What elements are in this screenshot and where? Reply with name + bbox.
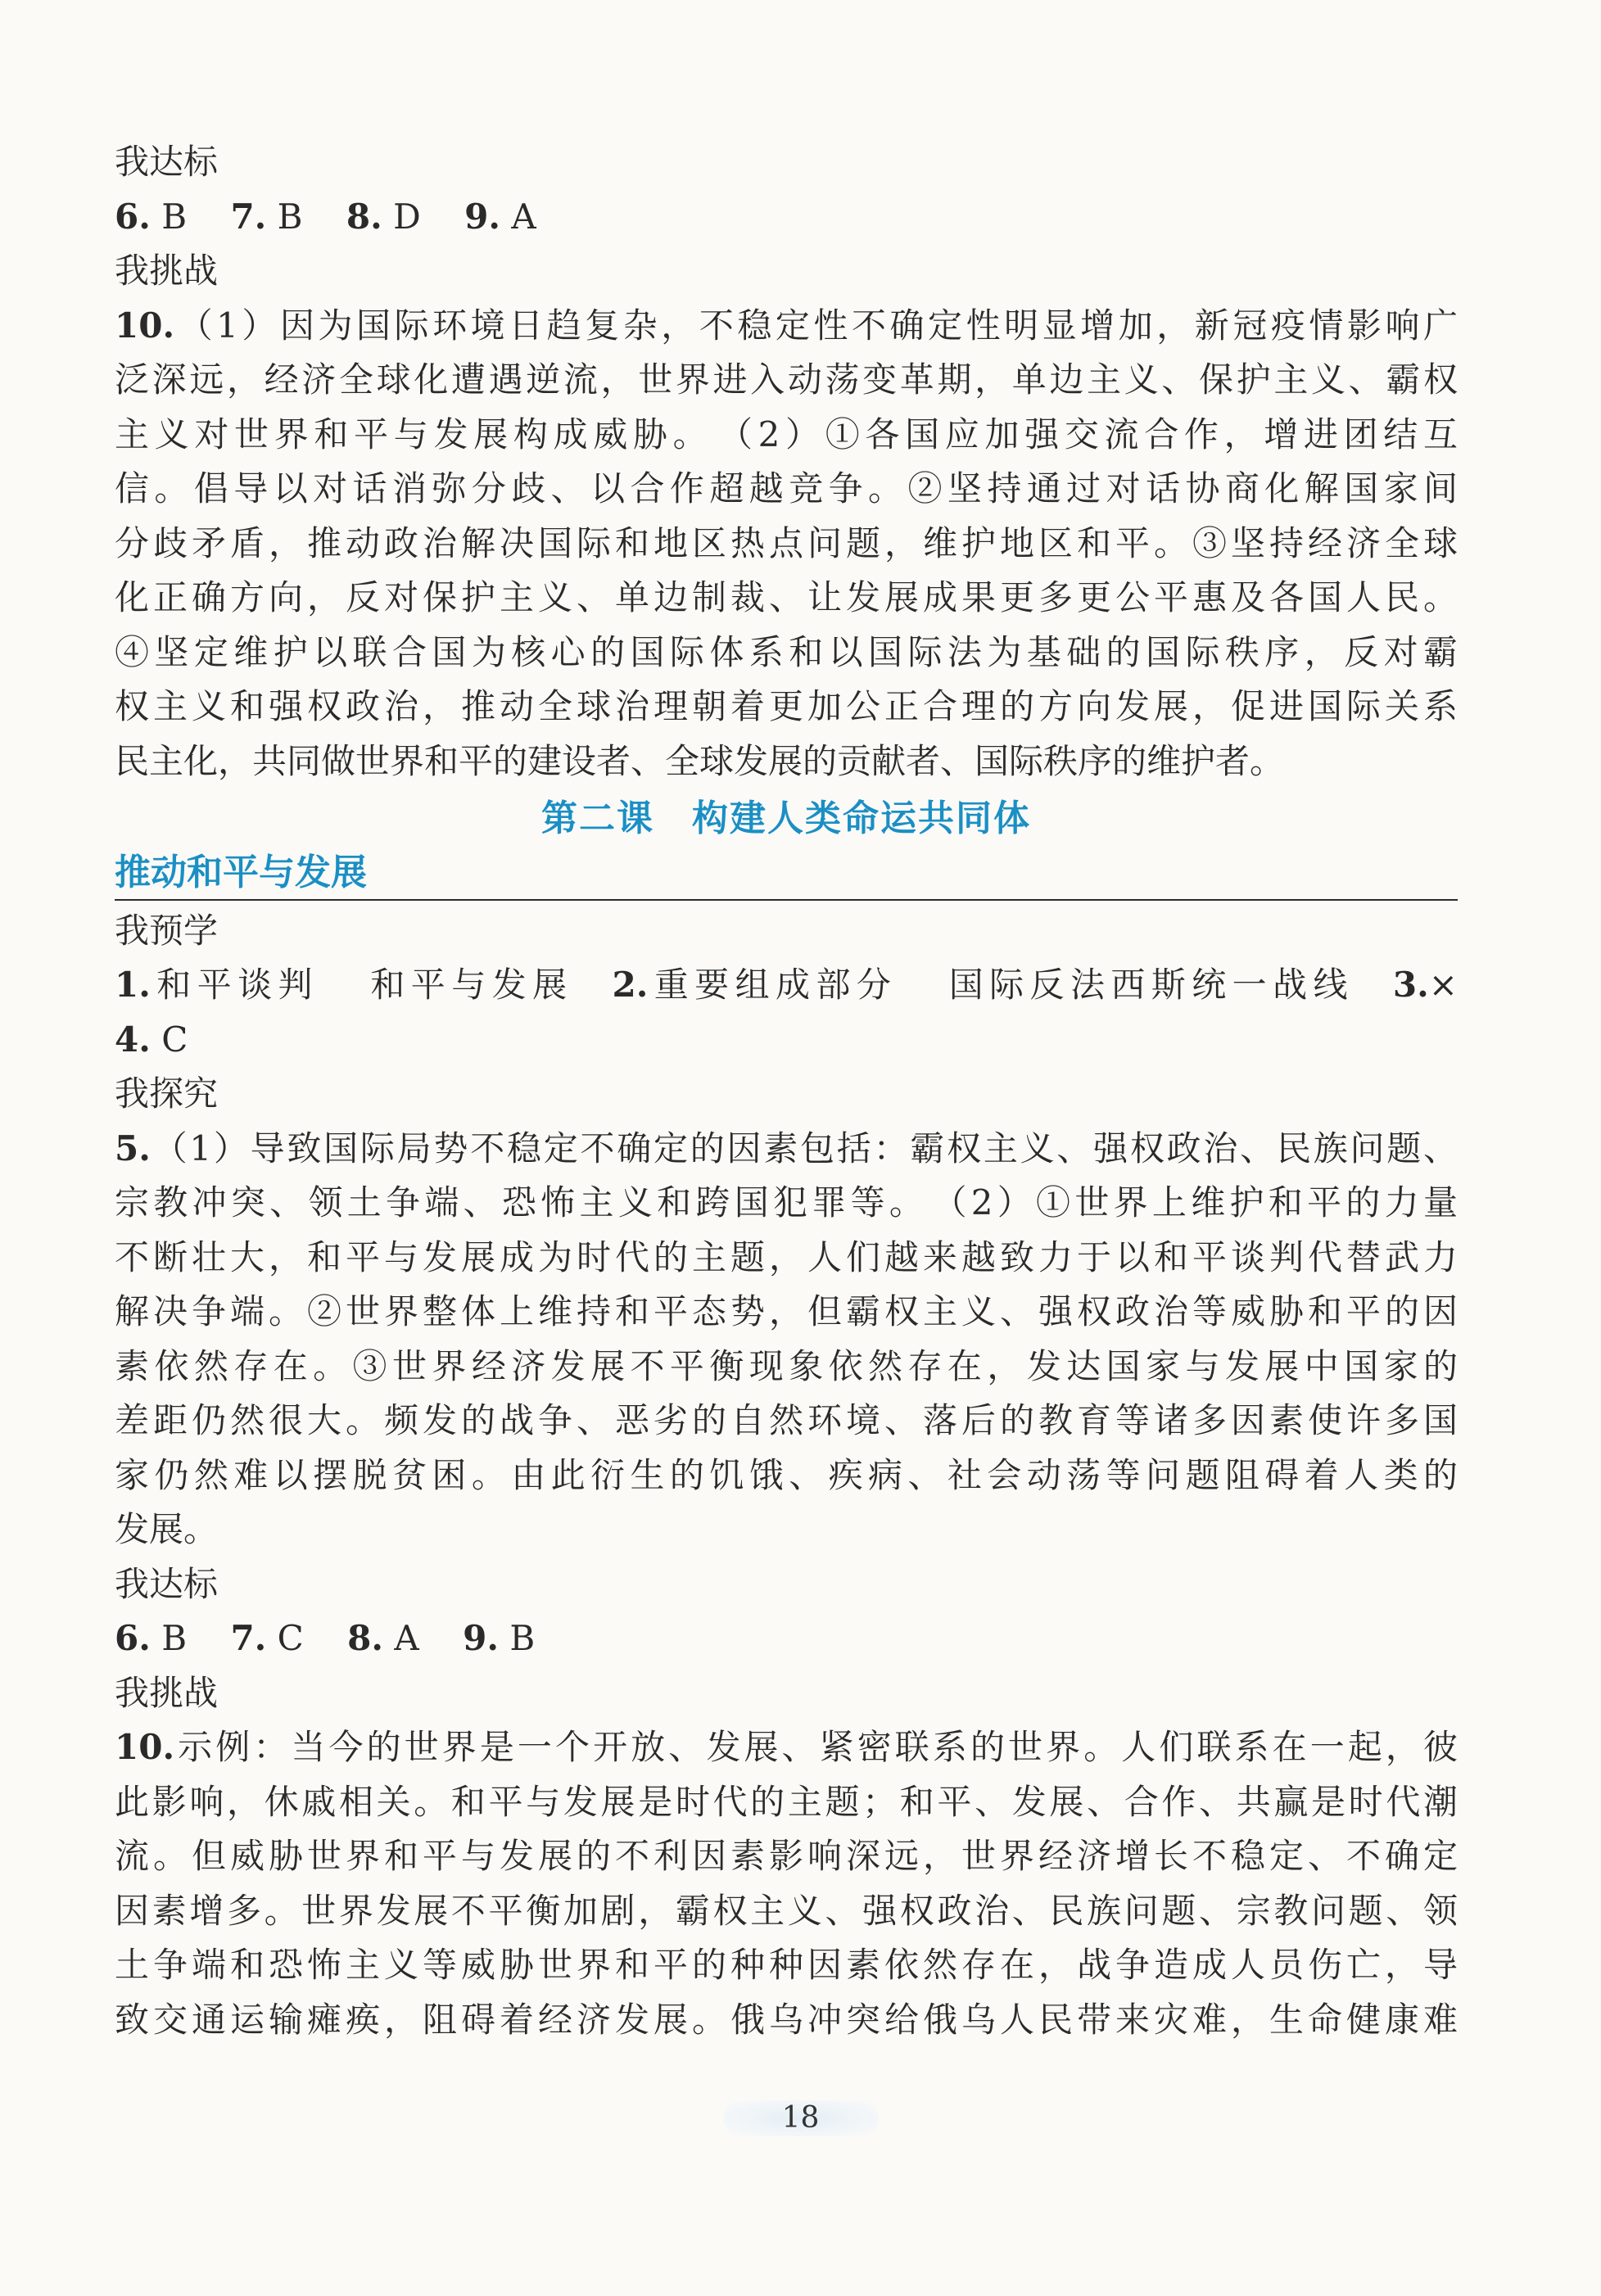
section-heading-tanjiu: 我探究 [115, 1073, 219, 1114]
page-number-container [0, 2100, 1601, 2136]
paragraph-line: 此影响，休戚相关。和平与发展是时代的主题；和平、发展、合作、共赢是时代潮 [115, 1781, 1458, 1822]
mcq-answers-1 [115, 190, 1458, 245]
section-heading-tiaozhan: 我挑战 [115, 1672, 219, 1713]
question-number: 1. [115, 965, 151, 1005]
answer-page [115, 135, 1458, 2047]
paragraph-line: 土争端和恐怖主义等威胁世界和平的种种因素依然存在，战争造成人员伤亡，导 [115, 1945, 1458, 1985]
question-number: 8. [346, 196, 382, 237]
answer-q5 [115, 1122, 1458, 1557]
answer-letter: A [511, 196, 536, 237]
paragraph-line: 10.（1）因为国际环境日趋复杂，不稳定性不确定性明显增加，新冠疫情影响广 [115, 305, 1458, 346]
paragraph-line: 不断壮大，和平与发展成为时代的主题，人们越来越致力于以和平谈判代替武力 [115, 1236, 1458, 1277]
question-number: 6. [115, 1618, 151, 1658]
paragraph-line: 致交通运输瘫痪，阻碍着经济发展。俄乌冲突给俄乌人民带来灾难，生命健康难 [115, 1999, 1458, 2040]
section-heading-dabiao: 我达标 [115, 142, 219, 182]
question-number: 9. [464, 196, 501, 237]
answer-letter: B [509, 1618, 536, 1658]
answer-letter: B [277, 196, 303, 237]
paragraph-line: 差距仍然很大。频发的战争、恶劣的自然环境、落后的教育等诸多因素使许多国 [115, 1400, 1458, 1440]
paragraph-line: 解决争端。②世界整体上维持和平态势，但霸权主义、强权政治等威胁和平的因 [115, 1291, 1458, 1331]
question-number: 7. [230, 196, 267, 237]
paragraph-line: 流。但威胁世界和平与发展的不利因素影响深远，世界经济增长不稳定、不确定 [115, 1836, 1458, 1876]
question-number: 2. [612, 965, 649, 1005]
paragraph-line: 发展。 [115, 1509, 219, 1549]
paragraph-line: 素依然存在。③世界经济发展不平衡现象依然存在，发达国家与发展中国家的 [115, 1345, 1458, 1386]
question-number: 3. [1392, 965, 1429, 1005]
paragraph-line: 主义对世界和平与发展构成威胁。 （2）①各国应加强交流合作，增进团结互 [115, 414, 1458, 454]
paragraph-line: 因素增多。世界发展不平衡加剧，霸权主义、强权政治、民族问题、宗教问题、领 [115, 1890, 1458, 1931]
question-number: 10. [115, 1727, 175, 1767]
question-number: 9. [463, 1618, 499, 1658]
answer-letter: A [394, 1618, 419, 1658]
page-number: 18 [723, 2100, 879, 2136]
question-number: 5. [115, 1128, 151, 1168]
section-heading-yuxue: 我预学 [115, 910, 219, 951]
question-number: 10. [115, 305, 175, 346]
answer-letter: B [161, 196, 188, 237]
question-number: 4. [115, 1019, 151, 1060]
answer-letter: B [161, 1618, 188, 1658]
paragraph-line: 化正确方向，反对保护主义、单边制裁、让发展成果更多更公平惠及各国人民。 [115, 577, 1458, 617]
paragraph-line: 5.（1）导致国际局势不稳定不确定的因素包括：霸权主义、强权政治、民族问题、 [115, 1128, 1458, 1168]
answers-q1-q3: 1.和平谈判 和平与发展 2.重要组成部分 国际反法西斯统一战线 3.× [115, 965, 1458, 1005]
lesson-title: 第二课 构建人类命运共同体 [541, 798, 1031, 839]
answer-q10-block2 [115, 1720, 1458, 2047]
answer-letter: C [277, 1618, 304, 1658]
paragraph-line: 宗教冲突、领土争端、恐怖主义和跨国犯罪等。 （2）①世界上维护和平的力量 [115, 1182, 1458, 1223]
answer-letter: D [393, 196, 421, 237]
section-heading-tiaozhan: 我挑战 [115, 251, 219, 291]
paragraph-line: 民主化，共同做世界和平的建设者、全球发展的贡献者、国际秩序的维护者。 [115, 740, 1285, 781]
paragraph-line: ④坚定维护以联合国为核心的国际体系和以国际法为基础的国际秩序，反对霸 [115, 631, 1458, 672]
question-number: 8. [347, 1618, 384, 1658]
answer-q10-block1 [115, 299, 1458, 789]
section-heading-dabiao: 我达标 [115, 1563, 219, 1604]
paragraph-line: 泛深远，经济全球化遭遇逆流，世界进入动荡变革期，单边主义、保护主义、霸权 [115, 359, 1458, 400]
paragraph-line: 分歧矛盾，推动政治解决国际和地区热点问题，维护地区和平。③坚持经济全球 [115, 522, 1458, 563]
paragraph-line: 10.示例：当今的世界是一个开放、发展、紧密联系的世界。人们联系在一起，彼 [115, 1727, 1458, 1767]
mcq-answers-2 [115, 1611, 1458, 1666]
question-number: 6. [115, 196, 151, 237]
section-title: 推动和平与发展 [115, 847, 1458, 901]
question-number: 7. [230, 1618, 267, 1658]
paragraph-line: 家仍然难以摆脱贫困。由此衍生的饥饿、疾病、社会动荡等问题阻碍着人类的 [115, 1454, 1458, 1495]
paragraph-line: 信。倡导以对话消弥分歧、以合作超越竞争。②坚持通过对话协商化解国家间 [115, 468, 1458, 508]
answer-q4: 4. C [115, 1019, 188, 1060]
paragraph-line: 权主义和强权政治，推动全球治理朝着更加公正合理的方向发展，促进国际关系 [115, 686, 1458, 726]
